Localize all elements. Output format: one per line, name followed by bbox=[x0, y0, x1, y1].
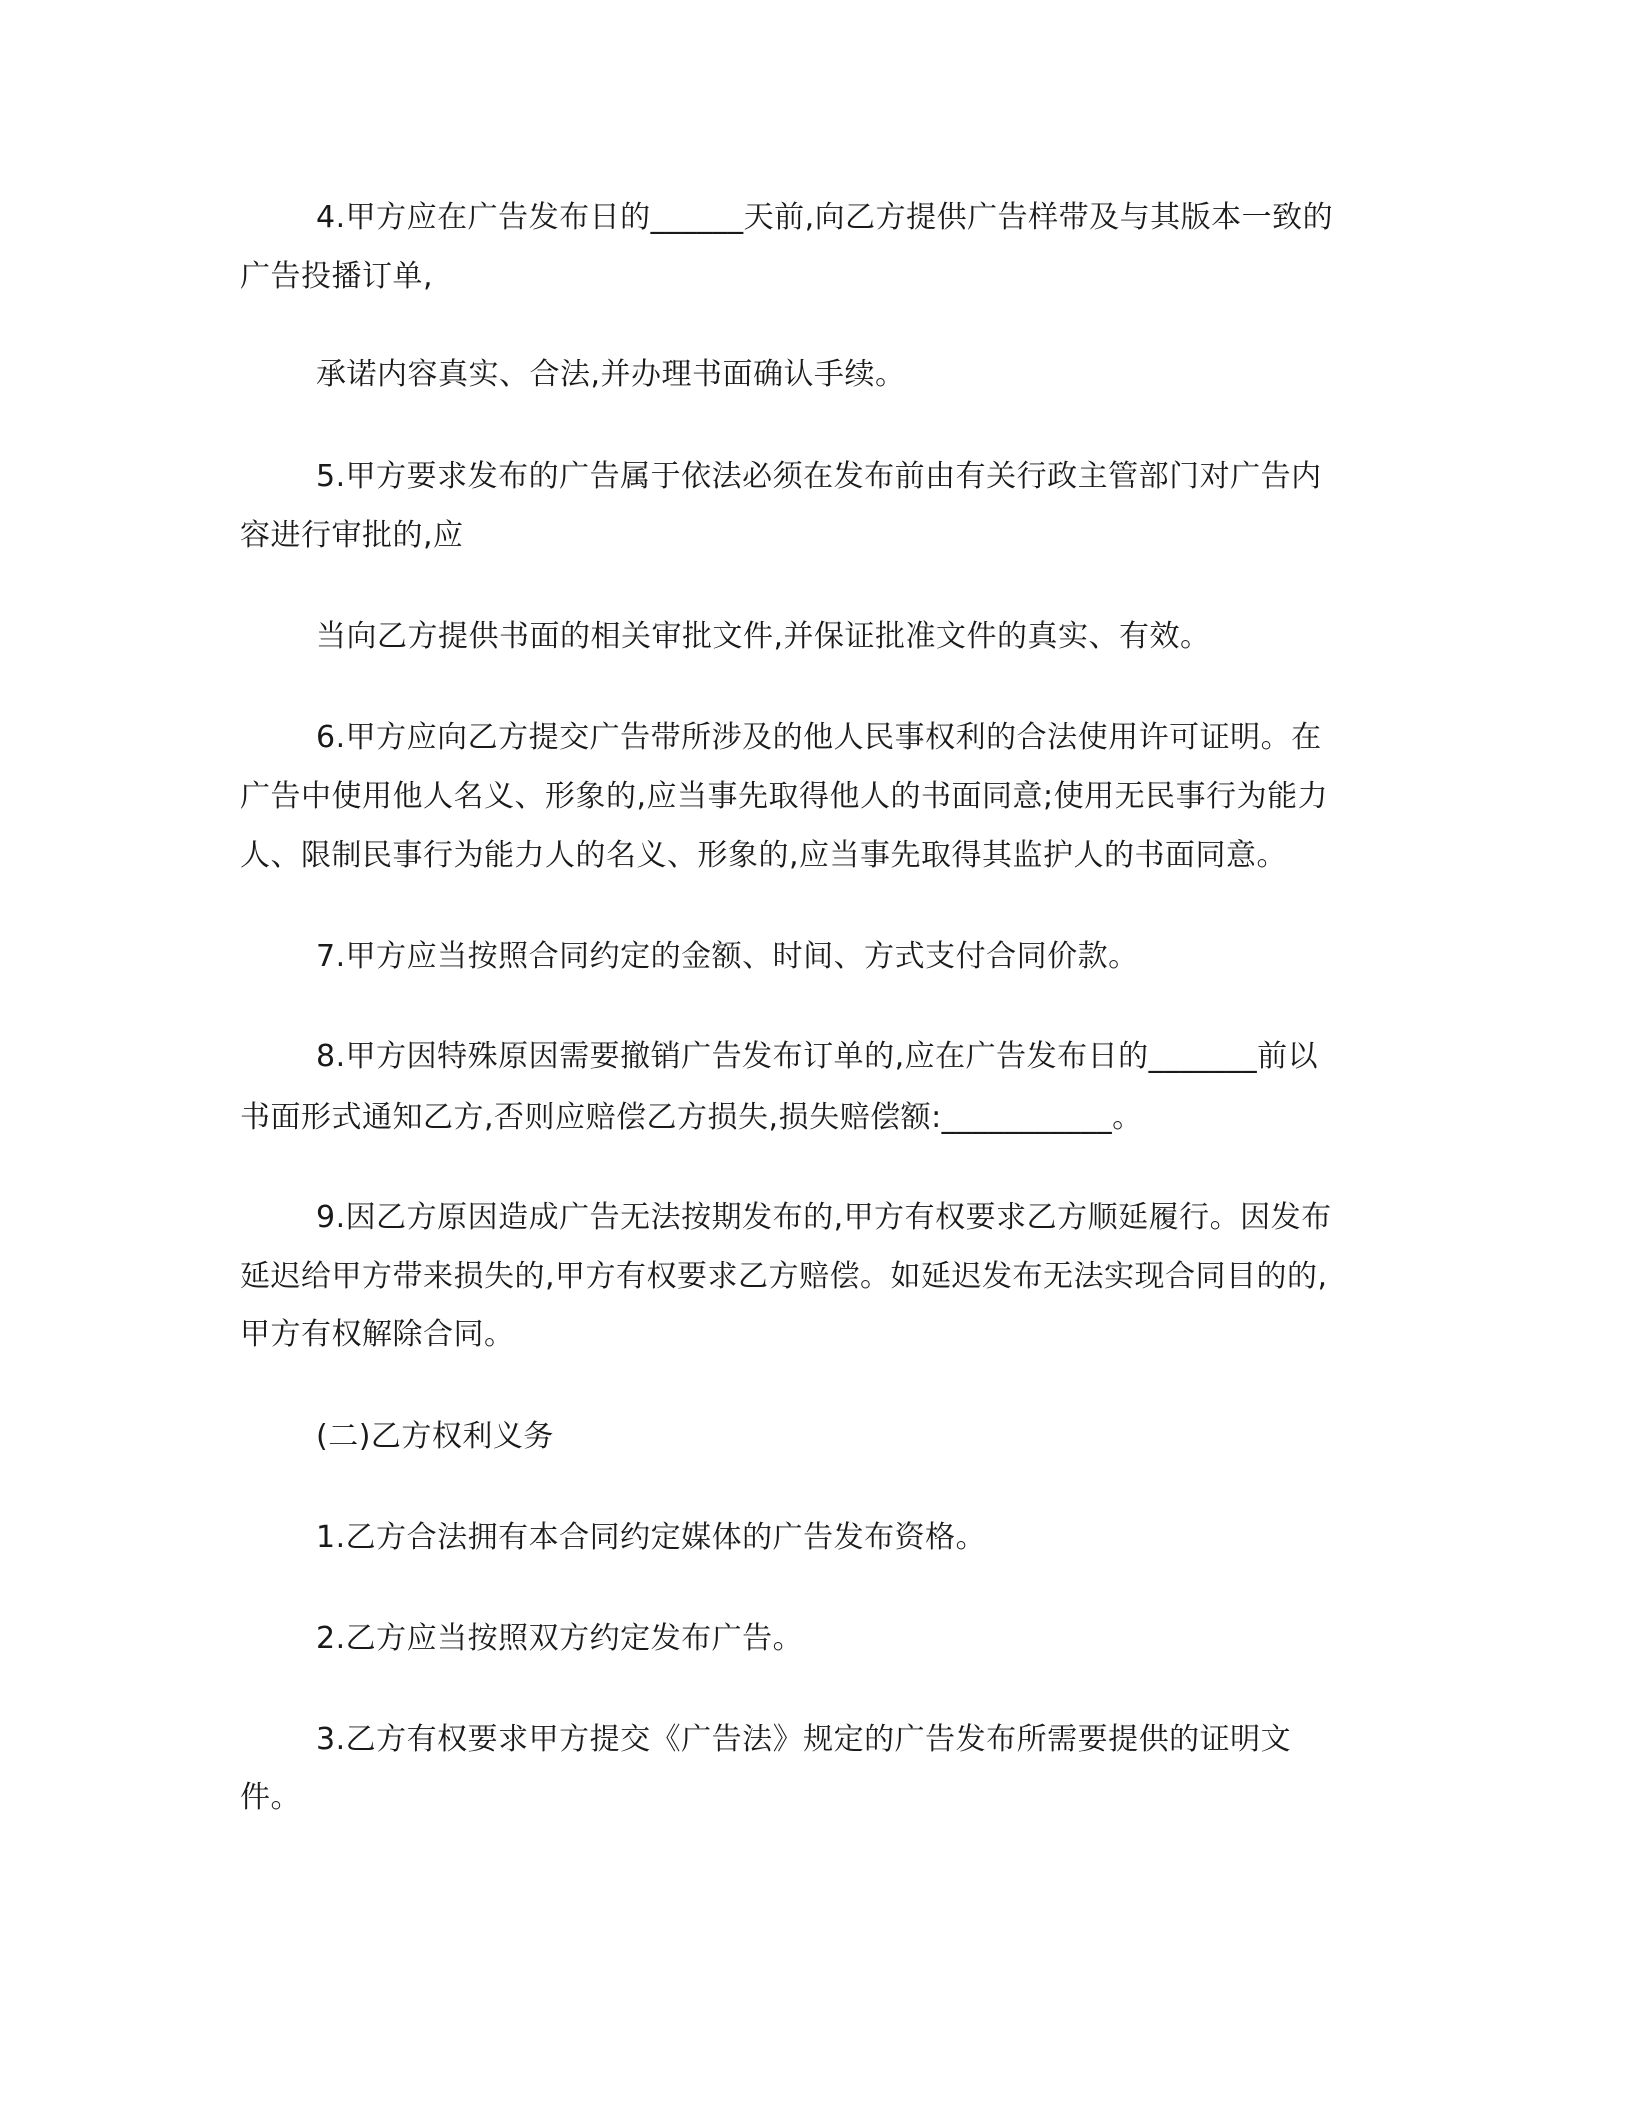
party-b-item-3-line-1: 3.乙方有权要求甲方提交《广告法》规定的广告发布所需要提供的证明文 bbox=[316, 1722, 1292, 1757]
paragraph-5-line-1: 5.甲方要求发布的广告属于依法必须在发布前由有关行政主管部门对广告内 bbox=[316, 459, 1322, 494]
paragraph-8-line-2: 书面形式通知乙方,否则应赔偿乙方损失,损失赔偿额:___________。 bbox=[240, 1100, 1143, 1135]
paragraph-5-line-2: 容进行审批的,应 bbox=[240, 518, 464, 553]
paragraph-9-line-2: 延迟给甲方带来损失的,甲方有权要求乙方赔偿。如延迟发布无法实现合同目的的, bbox=[240, 1259, 1328, 1294]
section-heading-party-b-rights: (二)乙方权利义务 bbox=[316, 1419, 554, 1454]
party-b-item-2: 2.乙方应当按照双方约定发布广告。 bbox=[316, 1621, 804, 1656]
paragraph-6-line-3: 人、限制民事行为能力人的名义、形象的,应当事先取得其监护人的书面同意。 bbox=[240, 838, 1288, 873]
paragraph-8-line-1: 8.甲方因特殊原因需要撤销广告发布订单的,应在广告发布日的_______前以 bbox=[316, 1039, 1319, 1074]
paragraph-commitment: 承诺内容真实、合法,并办理书面确认手续。 bbox=[316, 357, 906, 392]
party-b-item-3-line-2: 件。 bbox=[240, 1780, 301, 1815]
paragraph-6-line-2: 广告中使用他人名义、形象的,应当事先取得他人的书面同意;使用无民事行为能力 bbox=[240, 779, 1329, 814]
paragraph-4-line-1: 4.甲方应在广告发布日的______天前,向乙方提供广告样带及与其版本一致的 bbox=[316, 200, 1334, 235]
paragraph-4-line-2: 广告投播订单, bbox=[240, 259, 434, 294]
paragraph-approval-docs: 当向乙方提供书面的相关审批文件,并保证批准文件的真实、有效。 bbox=[316, 619, 1211, 654]
party-b-item-1: 1.乙方合法拥有本合同约定媒体的广告发布资格。 bbox=[316, 1520, 987, 1555]
paragraph-9-line-3: 甲方有权解除合同。 bbox=[240, 1317, 515, 1352]
paragraph-9-line-1: 9.因乙方原因造成广告无法按期发布的,甲方有权要求乙方顺延履行。因发布 bbox=[316, 1200, 1332, 1235]
paragraph-6-line-1: 6.甲方应向乙方提交广告带所涉及的他人民事权利的合法使用许可证明。在 bbox=[316, 720, 1322, 755]
paragraph-7-line-1: 7.甲方应当按照合同约定的金额、时间、方式支付合同价款。 bbox=[316, 939, 1139, 974]
